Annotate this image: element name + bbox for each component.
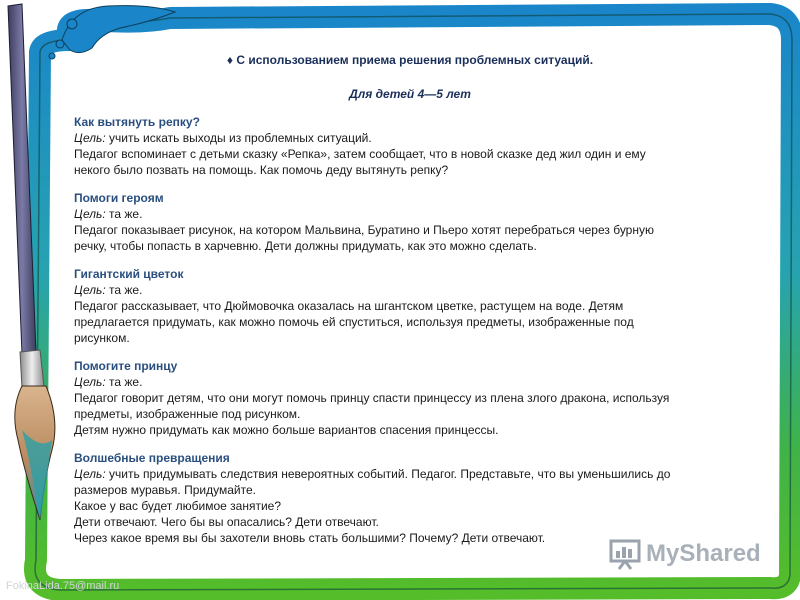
section-goal — [74, 206, 746, 222]
section-line: Педагог вспоминает с детьми сказку «Репка», затем сообщает, что в новой сказке дед жил один и ему — [74, 147, 646, 161]
document-content — [74, 52, 746, 546]
goal-label: Цель: — [74, 131, 106, 145]
section-goal — [74, 282, 746, 298]
goal-text: та же. — [105, 207, 143, 221]
logo-text: MyShared — [646, 540, 761, 567]
section-heading: Волшебные превращения — [74, 451, 230, 465]
section-line: Педагог показывает рисунок, на котором Мальвина, Буратино и Пьеро хотят перебраться через бурную — [74, 223, 654, 237]
section-line: Через какое время вы бы захотели вновь стать большими? Почему? Дети отвечают. — [74, 531, 546, 545]
author-email: FokinaLida.75@mail.ru — [6, 580, 120, 592]
section-line: Какое у вас будет любимое занятие? — [74, 499, 281, 513]
goal-label: Цель: — [74, 283, 106, 297]
goal-text: та же. — [105, 375, 143, 389]
goal-label: Цель: — [74, 207, 106, 221]
section-pomogite-printsu — [74, 358, 746, 438]
section-goal — [74, 130, 746, 146]
section-line: Педагог рассказывает, что Дюймовочка оказалась на шгантском цветке, растущем на воде. Детям — [74, 299, 624, 313]
page-title: ♦ С использованием приема решения проблемных ситуаций. — [226, 53, 594, 67]
section-line: некого было позвать на помощь. Как помочь деду вытянуть репку? — [74, 163, 449, 177]
presentation-board-icon — [608, 538, 642, 570]
section-line: размеров муравья. Придумайте. — [74, 483, 256, 497]
section-line: Дети отвечают. Чего бы вы опасались? Дети отвечают. — [74, 515, 379, 529]
section-heading: Помоги героям — [74, 191, 164, 205]
myshared-logo — [608, 536, 768, 572]
section-volshebnye-prevrashcheniya — [74, 450, 746, 546]
section-line: Детям нужно придумать как можно больше вариантов спасения принцессы. — [74, 423, 499, 437]
section-line: Педагог говорит детям, что они могут помочь принцу спасти принцессу из плена злого дракона, используя — [74, 391, 670, 405]
section-line: рисунком. — [74, 331, 130, 345]
section-kak-vytyanut-repku — [74, 114, 746, 178]
section-pomogi-geroyam — [74, 190, 746, 254]
goal-text: учить искать выходы из проблемных ситуаций. — [105, 131, 372, 145]
goal-text: учить придумывать следствия невероятных событий. Педагог. Представьте, что вы уменьшились до — [105, 467, 671, 481]
section-goal — [74, 466, 746, 482]
page-subtitle: Для детей 4—5 лет — [349, 87, 471, 101]
section-line: предметы, изображенные под рисунком. — [74, 407, 301, 421]
section-heading: Гигантский цветок — [74, 267, 184, 281]
goal-text: та же. — [105, 283, 143, 297]
section-line: речку, чтобы попасть в харчевню. Дети должны придумать, как это можно сделать. — [74, 239, 537, 253]
section-line: предлагается придумать, как можно помочь ей спуститься, используя предметы, изображенные под — [74, 315, 634, 329]
section-heading: Помогите принцу — [74, 359, 178, 373]
section-goal — [74, 374, 746, 390]
goal-label: Цель: — [74, 467, 106, 481]
goal-label: Цель: — [74, 375, 106, 389]
section-gigantskiy-tsvetok — [74, 266, 746, 346]
section-heading: Как вытянуть репку? — [74, 115, 200, 129]
